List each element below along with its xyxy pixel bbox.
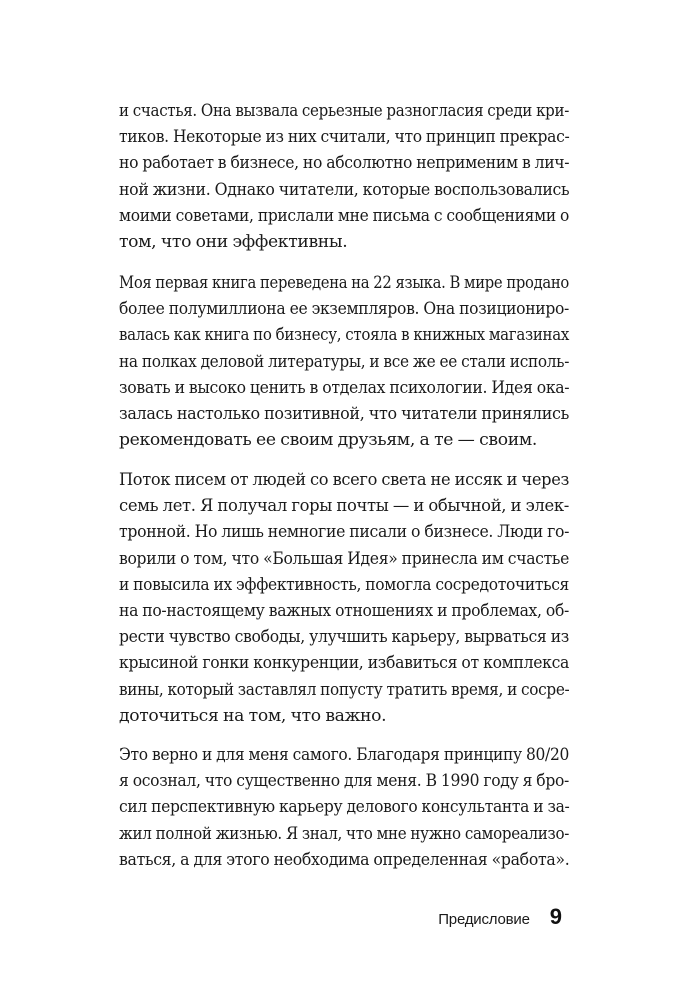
text-line: моими советами, прислали мне письма с сообщениями о [119,205,569,226]
paragraph-4 [119,742,569,873]
text-line: более полумиллиона ее экземпляров. Она позициониро- [119,299,569,320]
text-line: ваться, а для этого необходима определенная «работа». [119,849,570,870]
text-line: и повысила их эффективность, помогла сосредоточиться [119,574,569,595]
text-line: валась как книга по бизнесу, стояла в книжных магазинах [119,325,569,346]
text-line: ной жизни. Однако читатели, которые воспользовались [119,179,570,200]
text-line: рести чувство свободы, улучшить карьеру, вырваться из [119,627,569,648]
paragraph-1 [119,98,569,255]
text-line: доточиться на том, что важно. [119,705,387,726]
page-number: 9 [549,904,562,929]
text-line: и счастья. Она вызвала серьезные разногласия среди кри- [119,101,569,121]
text-line: Моя первая книга переведена на 22 языка. В мире продано [119,273,569,293]
text-line: на полках деловой литературы, и все же ее стали исполь- [119,351,570,372]
text-line: Это верно и для меня самого. Благодаря принципу 80/20 [119,745,569,765]
text-line: залась настолько позитивной, что читатели принялись [119,404,569,425]
text-line: том, что они эффективны. [119,232,348,253]
text-line: ворили о том, что «Большая Идея» принесла им счастье [119,548,569,569]
text-line: зовать и высоко ценить в отделах психологии. Идея ока- [119,377,570,398]
text-line: на по-настоящему важных отношениях и проблемах, об- [119,601,569,622]
text-line: но работает в бизнесе, но абсолютно неприменим в лич- [119,153,570,174]
text-line: тронной. Но лишь немногие писали о бизнесе. Люди го- [119,522,570,543]
text-line: сил перспективную карьеру делового консультанта и за- [119,797,570,818]
paragraph-2 [119,270,569,453]
text-line: вины, который заставлял попусту тратить время, и сосре- [119,679,570,700]
text-line: рекомендовать ее своим друзьям, а те — своим. [119,430,537,451]
text-line: Поток писем от людей со всего света не иссяк и через [119,470,569,490]
running-footer-section: Предисловие [438,911,530,928]
text-line: я осознал, что существенно для меня. В 1990 году я бро- [119,771,569,792]
text-line: жил полной жизнью. Я знал, что мне нужно самореализо- [119,823,569,844]
text-line: тиков. Некоторые из них считали, что принцип прекрас- [119,127,570,148]
text-line: крысиной гонки конкуренции, избавиться от комплекса [119,653,569,674]
paragraph-3 [119,467,569,729]
page-footer [380,904,562,934]
text-line: семь лет. Я получал горы почты — и обычной, и элек- [119,496,569,517]
